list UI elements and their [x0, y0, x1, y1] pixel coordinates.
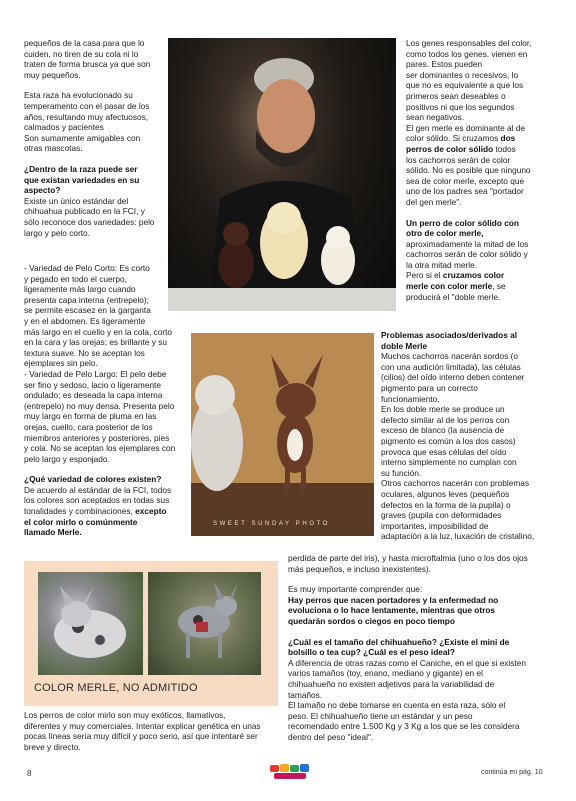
- page-number: 8: [27, 769, 32, 778]
- photo-block-merle: [24, 561, 278, 706]
- merle-puppy-standing-illustration: [148, 572, 261, 675]
- chihuahua-statue-illustration: [191, 333, 374, 536]
- tamano-body: A diferencia de otras razas como el Caniche, en el que si existen varios tamaños (toy, enano, mediano y gigante) en el chihuahueño no existen adjetivos para la variabilidad de tamaños. El tamaño no debe tomarse en cuenta en esta raza, sólo el peso. El chihuahueño tiene un estándar y un peso recomendado entre 1.500 Kg y 3 Kg a los que se les considera dentro del peso "ideal".: [288, 657, 526, 742]
- magazine-logo-icon: [268, 763, 312, 780]
- column-left: [24, 38, 166, 248]
- heading-tamano: ¿Cuál es el tamaño del chihuahueño? ¿Existe el mini de bolsillo o tea cup? ¿Cuál es el peso ideal?: [288, 636, 510, 658]
- merle-intro-paragraph: Los perros de color mirlo son muy exóticos, llamativos, diferentes y muy comerciales. Intentar explicar genética en unas pocas líneas sería muy difícil y poco serio, así que intentaré ser breve y directo.: [24, 710, 261, 752]
- colors-paragraph: De acuerdo al estándar de la FCI, todos los colores son aceptados en todas sus tonalidades y combinaciones, excepto el color mirlo o comúnmente llamado Merle.: [24, 484, 172, 538]
- merle-caption: COLOR MERLE, NO ADMITIDO: [34, 682, 198, 694]
- photo-man-with-chihuahuas: [168, 38, 396, 311]
- varieties-paragraph: - Variedad de Pelo Corto: Es corto y pegado en todo el cuerpo, ligeramente más largo cuando presenta capa interna (entrepelo); se permite escasez en la garganta y en el abdomen. Es ligeramente más largo en el cuello y en la cola, corto en la cara y las orejas; es brillante y su textura suave. No se aceptan los ejemplares sin pelo. - Variedad de Pelo Largo: El pelo debe ser fino y sedoso, lacio o ligeramente ondulado; es deseada la capa interna (entrepelo) no muy densa. Presenta pelo muy largo en forma de pluma en las orejas, cuello, cara posterior de los miembros anteriores y posteriores, pies y cola. No se aceptan los ejemplares con pelo largo y esponjado.: [24, 263, 176, 464]
- standard-paragraph: Existe un único estándar del chihuahua publicado en la FCI, y sólo reconoce dos variedades: pelo largo y pelo corto.: [24, 195, 155, 238]
- problemas-continued: perdida de parte del iris), y hasta microftalmia (uno o los dos ojos más pequeños, e incluso inexistentes).: [288, 553, 528, 574]
- heading-variedades: ¿Dentro de la raza puede ser que existan variedades en su aspecto?: [24, 163, 140, 196]
- continued-note: continúa en pág. 10: [481, 769, 543, 776]
- column-left-varieties: [24, 263, 186, 548]
- photo-chihuahua-statue: [191, 333, 374, 536]
- lower-wide-section: [288, 553, 560, 743]
- column-right-top: [406, 38, 556, 312]
- intro-paragraph: pequeños de la casa para que lo cuiden, no tiren de su cola ni lo traten de forma brusca ya que son muy pequeños.: [24, 38, 151, 80]
- photo-merle-puppy-standing: [148, 572, 261, 675]
- photo-watermark: SWEET SUNDAY PHOTO: [213, 521, 331, 527]
- problemas-body: Muchos cachorros nacerán sordos (o con una audición limitada), las células (cilios) del oído interno deben contener pigmento para un correcto funcionamiento. En los doble merle se produce un defecto similar al de los perros con exceso de blanco (la ausencia de pigmento es común a los dos casos) provoca que esas células del oído interno simplemente no cumplan con su función. Otros cachorros nacerán con problemas oculares, algunos leves (pequeños defectos en la forma de la pupila) o graves (pupila con deformidades importantes, imposibilidad de adaptación a la luz, luxación de cristalino,: [381, 351, 535, 542]
- heading-solido-merle: Un perro de color sólido con otro de color merle,: [406, 217, 519, 239]
- cross-paragraph: aproximadamente la mitad de los cachorros serán de color sólido y la otra mitad merle. Pero si el cruzamos color merle con color merle, se producirá el "doble merle.: [406, 238, 529, 302]
- photo-merle-puppy-lying: [38, 572, 143, 675]
- merle-puppy-lying-illustration: [38, 572, 143, 675]
- temperament-paragraph: Esta raza ha evolucionado su temperamento con el pasar de los años, resultando muy afectuosos, calmados y pacientes Son sumamente amigables con otras mascotas.: [24, 90, 150, 154]
- man-chihuahuas-illustration: [168, 38, 396, 311]
- important-block: Es muy importante comprender que: Hay perros que nacen portadores y la enfermedad no evoluciona o lo hace lentamente, mientras que otros quedarán sordos o ciegos en poco tiempo: [288, 584, 499, 626]
- magazine-logo-graphic: [268, 763, 312, 780]
- heading-problemas: Problemas asociados/derivados al doble Merle: [381, 330, 518, 351]
- heading-colores: ¿Qué variedad de colores existen?: [24, 474, 162, 485]
- genes-paragraph: Los genes responsables del color, como todos los genes, vienen en pares. Estos pueden ser dominantes o recesivos, lo que no es equivalente a que los primeros sean deseables o positivos ni que los segundos sean negativos. El gen merle es dominante al de color sólido. Si cruzamos dos perros de color sólido todos los cachorros serán de color sólido. No es posible que ninguno sea de color merle, excepto que uno de los padres sea "portador del gen merle".: [406, 38, 532, 207]
- problemas-section: [381, 330, 559, 542]
